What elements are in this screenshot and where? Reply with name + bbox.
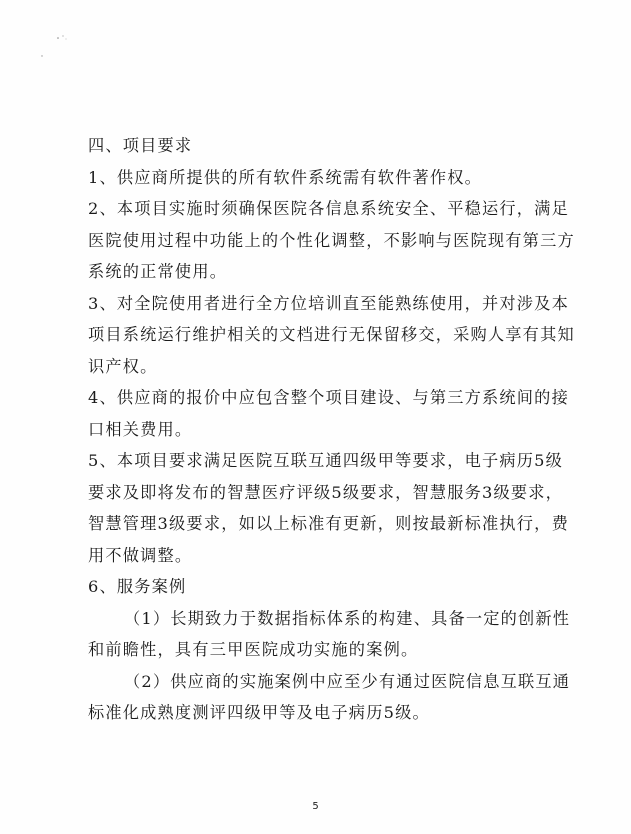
case-1-line-2: 和前瞻性，具有三甲医院成功实施的案例。	[88, 640, 419, 659]
item-2-line-2: 医院使用过程中功能上的个性化调整，不影响与医院现有第三方	[88, 230, 575, 250]
case-1-line-1: （1）长期致力于数据指标体系的构建、具备一定的创新性	[124, 608, 571, 628]
scan-specks	[38, 30, 78, 60]
item-4-line-1: 4、供应商的报价中应包含整个项目建设、与第三方系统间的接	[88, 388, 569, 407]
case-2-line-2: 标准化成熟度测评四级甲等及电子病历5级。	[88, 703, 430, 722]
item-5-line-1: 5、本项目要求满足医院互联互通四级甲等要求，电子病历5级	[88, 451, 564, 470]
item-5-line-3: 智慧管理3级要求，如以上标准有更新，则按最新标准执行，费	[88, 514, 569, 533]
item-6-line-1: 6、服务案例	[88, 577, 187, 596]
item-5-line-4: 用不做调整。	[88, 545, 193, 565]
item-4-line-2: 口相关费用。	[88, 419, 193, 439]
item-2-line-1: 2、本项目实施时须确保医院各信息系统安全、平稳运行，满足	[88, 199, 569, 218]
item-3-line-2: 项目系统运行维护相关的文档进行无保留移交，采购人享有其知	[88, 325, 575, 344]
page-number: 5	[312, 801, 319, 812]
section-heading: 四、项目要求	[88, 136, 193, 155]
item-3-line-1: 3、对全院使用者进行全方位培训直至能熟练使用，并对涉及本	[88, 293, 569, 313]
case-2-line-1: （2）供应商的实施案例中应至少有通过医院信息互联互通	[124, 671, 571, 691]
item-2-line-3: 系统的正常使用。	[88, 262, 228, 281]
item-5-line-2: 要求及即将发布的智慧医疗评级5级要求，智慧服务3级要求，	[88, 482, 564, 502]
item-1-line-1: 1、供应商所提供的所有软件系统需有软件著作权。	[88, 167, 483, 187]
document-body	[88, 130, 575, 729]
item-3-line-3: 识产权。	[88, 356, 158, 376]
